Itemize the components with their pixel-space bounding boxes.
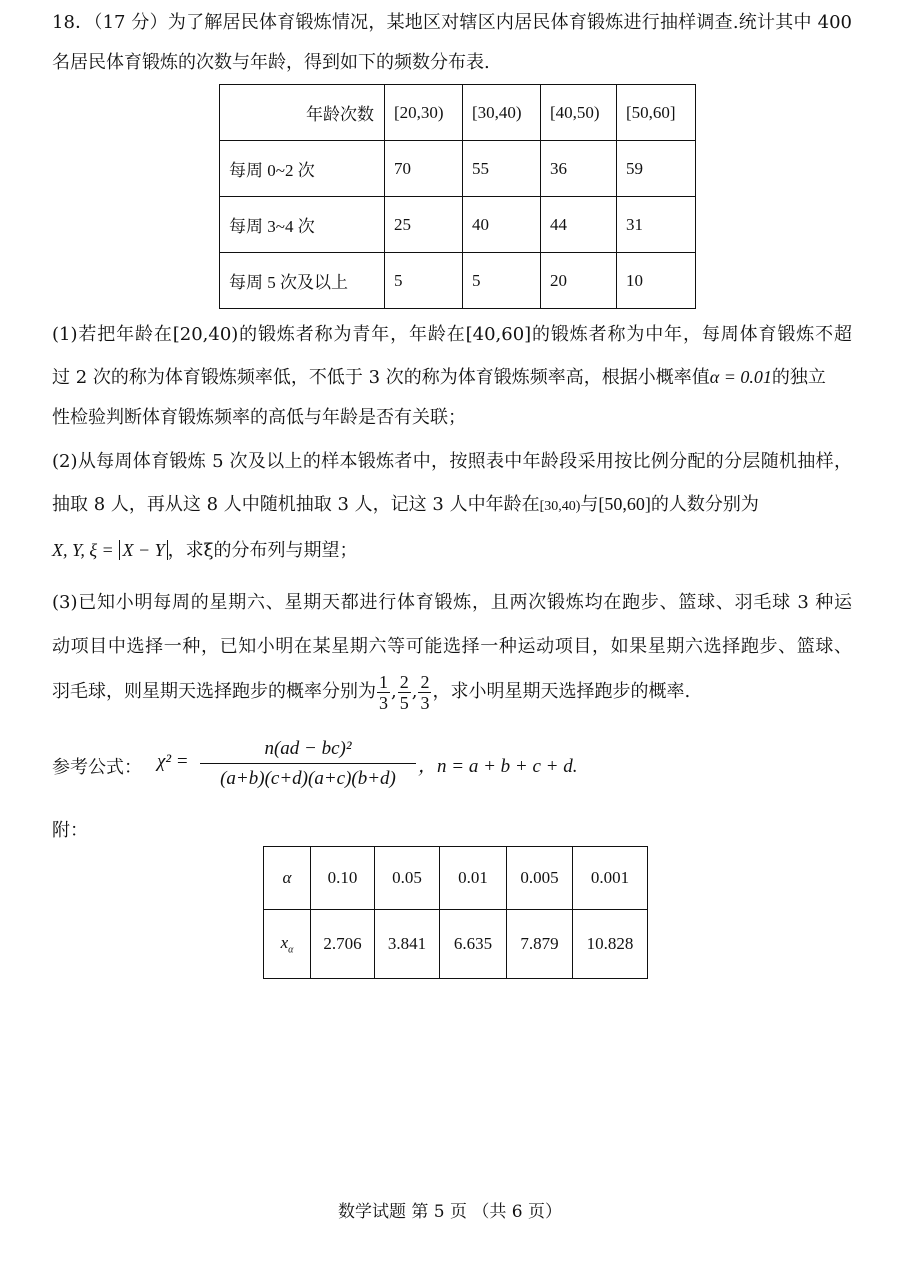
fraction-denominator: 3 [379, 692, 388, 713]
table-cell: 0.05 [375, 847, 440, 910]
page-footer: 数学试题 第 5 页 （共 6 页） [337, 1202, 563, 1222]
part3-line-2: 动项目中选择一种，已知小明在某星期六等可能选择一种运动项目，如果星期六选择跑步、篮球、 [52, 636, 852, 657]
table-cell: 70 [385, 141, 463, 197]
table-cell: 36 [541, 141, 617, 197]
table-cell: 31 [617, 197, 696, 253]
fraction [418, 672, 431, 713]
fraction [377, 672, 390, 713]
table-row [220, 197, 696, 253]
table-cell: 25 [385, 197, 463, 253]
table-cell: 5 [463, 253, 541, 309]
fraction-numerator: 2 [399, 671, 409, 692]
problem-line-1: 18．（17 分）为了解居民体育锻炼情况，某地区对辖区内居民体育锻炼进行抽样调查.统计其中 400 [52, 12, 852, 33]
part3-line-3-text: 羽毛球，则星期天选择跑步的概率分别为 [52, 681, 376, 702]
table-cell: 每周 3~4 次 [220, 197, 385, 253]
table-cell: 3.841 [375, 910, 440, 979]
table-cell: 10.828 [573, 910, 648, 979]
table-cell: 10 [617, 253, 696, 309]
formula-denominator: (a+b)(c+d)(a+c)(b+d) [220, 768, 396, 789]
fraction-numerator: 2 [420, 671, 430, 692]
table-header-cell: [20,30) [385, 85, 463, 141]
table-cell: 44 [541, 197, 617, 253]
x-subscript: α [288, 944, 294, 956]
part2-line-3 [52, 537, 852, 564]
interval-50-60: [50,60] [598, 494, 651, 514]
part1-line-3: 性检验判断体育锻炼频率的高低与年龄是否有关联； [52, 407, 466, 428]
part3-line-3: 羽毛球，则星期天选择跑步的概率分别为 $\frac{1}{3}$ , $\frac{2}{5}$ , $\frac{2}{3}$ ，求小明星期天选择跑步的概率. [52, 671, 691, 713]
part1-line-2 [52, 364, 852, 391]
table-row [264, 847, 648, 910]
table-cell: 每周 5 次及以上 [220, 253, 385, 309]
table-cell: 6.635 [440, 910, 507, 979]
table-cell: 0.10 [311, 847, 375, 910]
table-row [220, 141, 696, 197]
part1-line-2-text: 过 2 次的称为体育锻炼频率低，不低于 3 次的称为体育锻炼频率高，根据小概率值 [52, 367, 710, 388]
part1-line-1: (1)若把年龄在[20,40)的锻炼者称为青年，年龄在[40,60]的锻炼者称为中年，每周体育锻炼不超 [52, 324, 852, 345]
fraction-numerator: 1 [379, 671, 388, 692]
table-cell: 20 [541, 253, 617, 309]
part3-line-3-tail: ，求小明星期天选择跑步的概率. [432, 681, 691, 702]
fraction-denominator: 5 [399, 692, 409, 713]
part3-line-1: (3)已知小明每周的星期六、星期天都进行体育锻炼，且两次锻炼均在跑步、篮球、羽毛球 3 种运 [52, 592, 852, 613]
part2-line-3-tail: ，求ξ的分布列与期望； [167, 540, 358, 561]
part2-line-1: (2)从每周体育锻炼 5 次及以上的样本锻炼者中，按照表中年龄段采用按比例分配的分层随机抽样， [52, 451, 852, 472]
part2-line-2-tail: 的人数分别为 [650, 494, 759, 515]
part2-line-2-text: 抽取 8 人，再从这 8 人中随机抽取 3 人，记这 3 人中年龄在 [52, 494, 540, 515]
formula-label: 参考公式： [52, 757, 142, 778]
x-symbol: x [280, 932, 289, 952]
table-cell: 0.005 [507, 847, 573, 910]
conjunction: 与 [580, 494, 599, 515]
problem-line-2: 名居民体育锻炼的次数与年龄，得到如下的频数分布表. [52, 52, 490, 73]
table-cell: 40 [463, 197, 541, 253]
formula-numerator: n(ad − bc)² [264, 738, 352, 759]
chi-square-fraction [200, 735, 416, 794]
table-cell [264, 910, 311, 979]
table-cell: 55 [463, 141, 541, 197]
table-header-cell: [40,50) [541, 85, 617, 141]
fraction [398, 672, 411, 713]
critical-value-table [263, 846, 648, 979]
table-row [264, 910, 648, 979]
part2-line-2 [52, 491, 852, 520]
abs-expression: X − Y [119, 540, 167, 560]
table-cell: 7.879 [507, 910, 573, 979]
chi-square-symbol: χ² = [157, 751, 189, 772]
table-cell: 0.001 [573, 847, 648, 910]
xi-definition: X, Y, ξ = [52, 540, 114, 560]
table-cell: 2.706 [311, 910, 375, 979]
table-cell: 0.01 [440, 847, 507, 910]
table-cell: 59 [617, 141, 696, 197]
table-cell: α [264, 847, 311, 910]
reference-formula [52, 735, 612, 795]
table-row [220, 85, 696, 141]
frequency-table [219, 84, 696, 309]
part1-line-2-tail: 的独立 [771, 367, 826, 388]
table-cell: 每周 0~2 次 [220, 141, 385, 197]
table-header-cell: 年龄次数 [220, 85, 385, 141]
table-header-cell: [30,40) [463, 85, 541, 141]
interval-30-40: [30,40) [539, 499, 581, 514]
alpha-value: α = 0.01 [709, 367, 772, 387]
formula-tail: ，n = a + b + c + d. [418, 756, 578, 777]
appendix-label: 附： [52, 820, 88, 841]
table-row [220, 253, 696, 309]
table-cell: 5 [385, 253, 463, 309]
fraction-denominator: 3 [420, 692, 430, 713]
table-header-cell: [50,60] [617, 85, 696, 141]
